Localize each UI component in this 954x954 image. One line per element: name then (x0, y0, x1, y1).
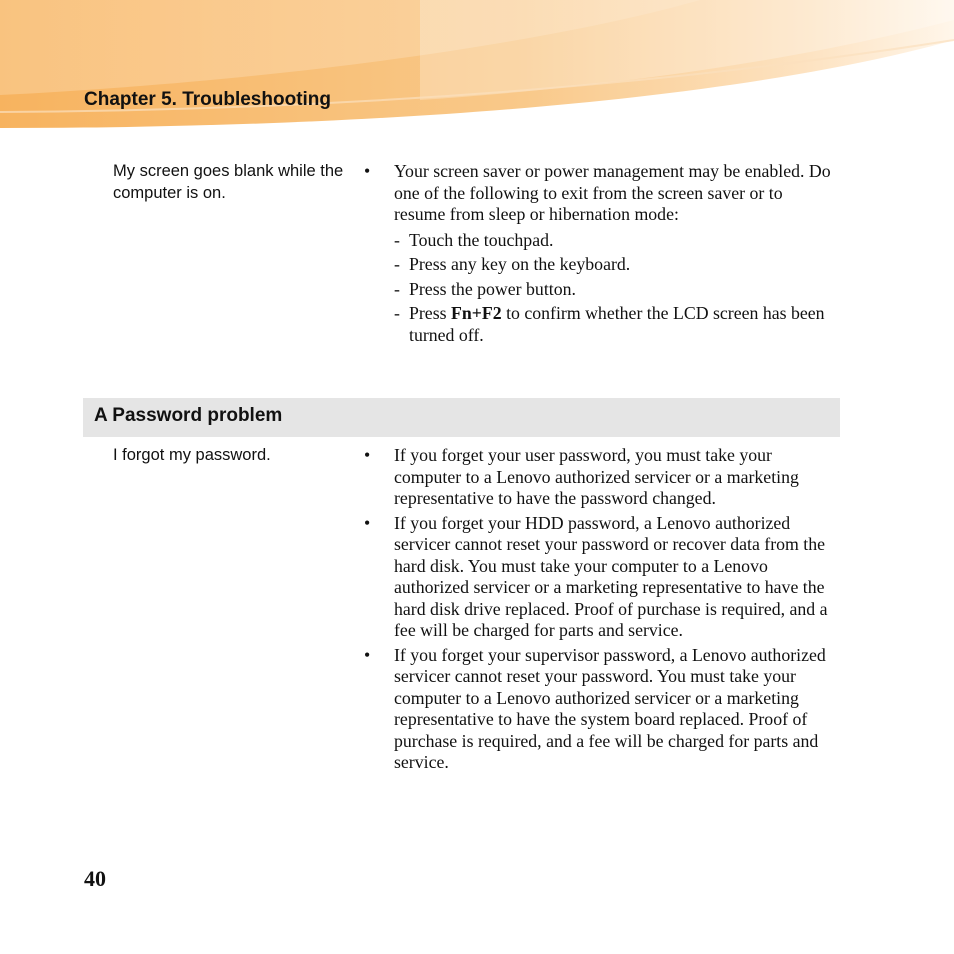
page-number: 40 (84, 866, 106, 891)
header-decorative-band (0, 0, 954, 132)
chapter-title: Chapter 5. Troubleshooting (84, 89, 332, 110)
bullet-marker: • (364, 644, 371, 665)
sub-item-text: Press (409, 303, 451, 323)
sub-list-item (394, 230, 834, 252)
sub-list-item (394, 303, 834, 346)
bullet-marker: • (364, 512, 371, 533)
dash-marker: - (394, 254, 400, 274)
problem-label-forgot-password: I forgot my password. (113, 446, 271, 464)
bullet-text: If you forget your HDD password, a Lenovo authorized servicer cannot reset your password or recover data from the hard disk. You must take your computer to a Lenovo authorized servicer or a marketing representative to have the hard disk drive replaced. Proof of purchase is required, and a fee will be charged for parts and service. (394, 512, 828, 640)
key-combo: Fn+F2 (451, 303, 502, 323)
bullet-text: Your screen saver or power management may be enabled. Do one of the following to exit from the screen saver or to resume from sleep or hibernation mode: (394, 161, 831, 224)
sub-list (394, 230, 834, 347)
bullet-marker: • (364, 445, 371, 465)
list-item (364, 161, 834, 346)
sub-item-text: Press the power button. (409, 278, 576, 299)
dash-marker: - (394, 278, 400, 299)
sub-item-text: Touch the touchpad. (409, 229, 554, 250)
list-item (364, 513, 834, 642)
problem-label-blank-screen: My screen goes blank while the computer is on. (113, 162, 344, 202)
sub-item-text: to confirm whether the LCD screen has been turned off. (409, 303, 825, 345)
solution-forgot-password (364, 445, 834, 774)
bullet-marker: • (364, 161, 371, 181)
list-item (364, 645, 834, 774)
solution-blank-screen (364, 161, 834, 349)
sub-list-item (394, 254, 834, 276)
bullet-text: If you forget your user password, you must take your computer to a Lenovo authorized servicer or a marketing representative to have the password changed. (394, 445, 799, 508)
bullet-text: If you forget your supervisor password, a Lenovo authorized servicer cannot reset your password. You must take your computer to a Lenovo authorized servicer or a marketing representative to have the system board replaced. Proof of purchase is required, and a fee will be charged for parts and service. (394, 644, 826, 772)
sub-item-text: Press any key on the keyboard. (409, 254, 631, 274)
dash-marker: - (394, 229, 400, 250)
section-title: A Password problem (94, 405, 283, 426)
sub-list-item (394, 279, 834, 301)
dash-marker: - (394, 303, 400, 323)
list-item (364, 445, 834, 510)
section-header-password (83, 398, 840, 437)
